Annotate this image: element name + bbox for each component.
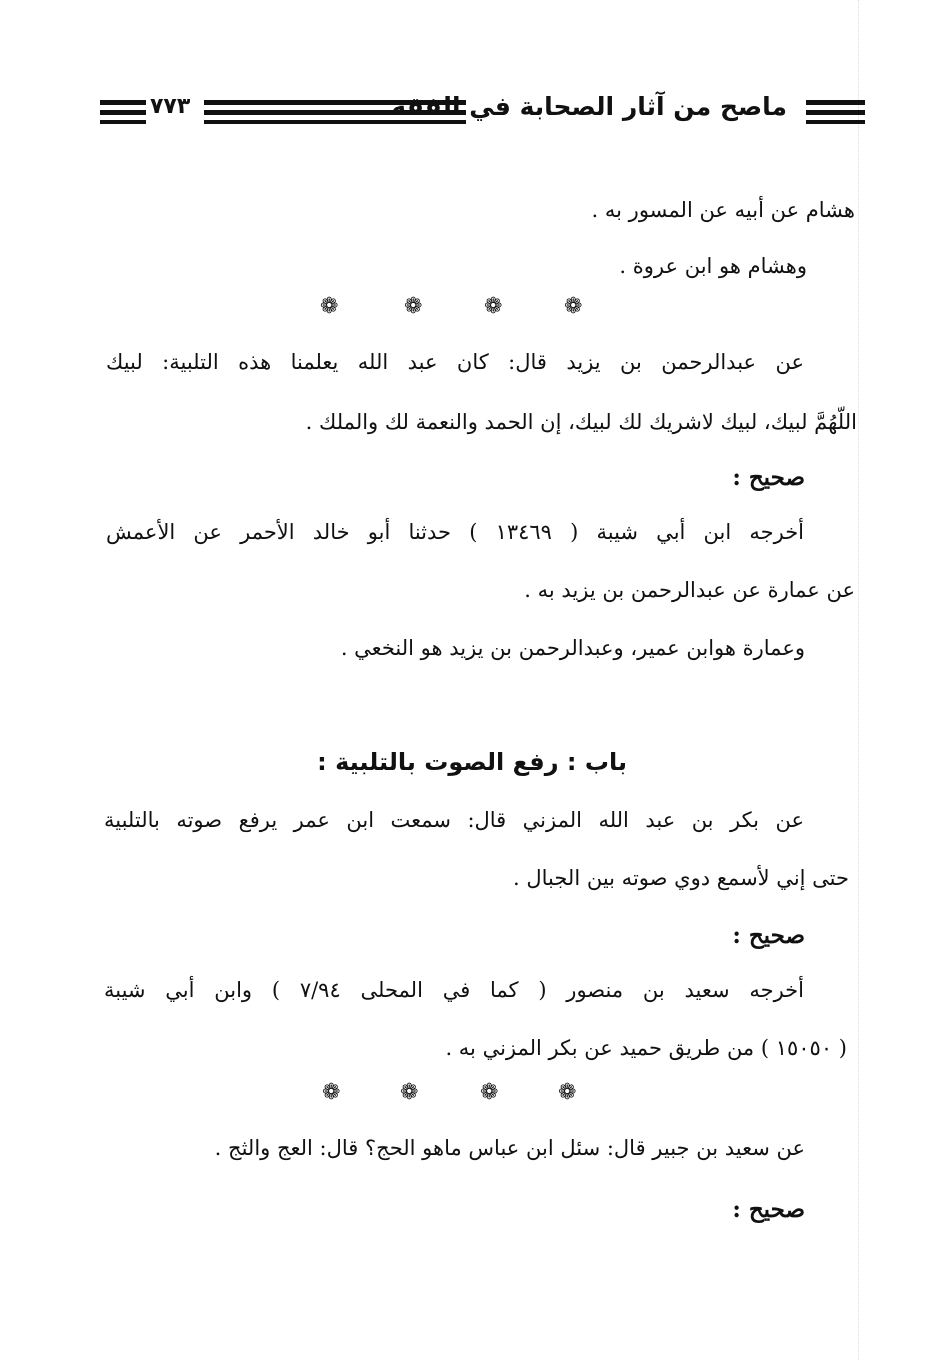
section-heading: باب : رفع الصوت بالتلبية : — [317, 748, 627, 776]
page-number: ٧٧٣ — [150, 94, 191, 119]
ornament-divider — [322, 1080, 592, 1110]
sahih-label: صحيح : — [732, 464, 805, 491]
text-line: أخرجه سعيد بن منصور ( كما في المحلى ٧/٩٤ ) وابن أبي شيبة — [104, 978, 804, 1002]
text-line: عن عبدالرحمن بن يزيد قال: كان عبد الله يعلمنا هذه التلبية: لبيك — [106, 350, 804, 374]
text-line: حتى إني لأسمع دوي صوته بين الجبال . — [513, 866, 849, 890]
text-line: عن عمارة عن عبدالرحمن بن يزيد به . — [524, 578, 855, 602]
ornament-divider — [320, 294, 600, 324]
ornament-star-icon: ❁ — [564, 294, 583, 319]
ornament-star-icon: ❁ — [484, 294, 503, 319]
ornament-star-icon: ❁ — [480, 1080, 499, 1105]
text-line: وعمارة هوابن عمير، وعبدالرحمن بن يزيد هو النخعي . — [340, 636, 805, 660]
sahih-label: صحيح : — [732, 1196, 805, 1223]
header-rule — [806, 110, 865, 115]
header-rule — [806, 120, 865, 124]
header-rule — [100, 120, 146, 124]
text-line: عن سعيد بن جبير قال: سئل ابن عباس ماهو الحج؟ قال: العج والثج . — [214, 1136, 805, 1160]
text-line: وهشام هو ابن عروة . — [619, 254, 807, 278]
text-line: ( ١٥٠٥٠ ) من طريق حميد عن بكر المزني به . — [445, 1036, 847, 1060]
page-edge-mark — [858, 0, 859, 1360]
text-line: عن بكر بن عبد الله المزني قال: سمعت ابن عمر يرفع صوته بالتلبية — [104, 808, 804, 832]
ornament-star-icon: ❁ — [400, 1080, 419, 1105]
header-rule — [100, 110, 146, 115]
ornament-star-icon: ❁ — [404, 294, 423, 319]
header-rule — [100, 100, 146, 105]
header-rule — [806, 100, 865, 105]
header-title: ماصح من آثار الصحابة في الفقه — [391, 92, 787, 121]
text-line: اللّهُمَّ لبيك، لبيك لاشريك لك لبيك، إن الحمد والنعمة لك والملك . — [305, 410, 857, 434]
ornament-star-icon: ❁ — [558, 1080, 577, 1105]
running-header — [100, 92, 865, 134]
ornament-star-icon: ❁ — [320, 294, 339, 319]
text-line: هشام عن أبيه عن المسور به . — [591, 198, 855, 222]
ornament-star-icon: ❁ — [322, 1080, 341, 1105]
sahih-label: صحيح : — [732, 922, 805, 949]
text-line: أخرجه ابن أبي شيبة ( ١٣٤٦٩ ) حدثنا أبو خالد الأحمر عن الأعمش — [106, 520, 805, 544]
